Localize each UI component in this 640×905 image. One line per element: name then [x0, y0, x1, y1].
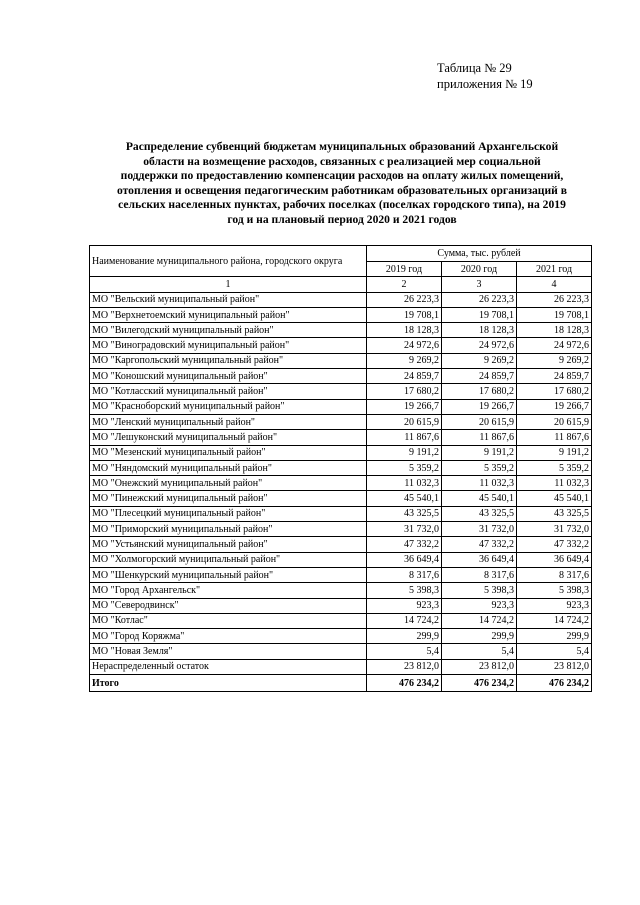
col-header-2019: 2019 год [367, 262, 442, 277]
row-name: МО "Устьянский муниципальный район" [90, 537, 367, 552]
row-value-2021: 8 317,6 [517, 567, 592, 582]
row-value-2019: 19 266,7 [367, 399, 442, 414]
annex-number: приложения № 19 [437, 77, 533, 91]
table-row [90, 323, 592, 338]
row-name: МО "Новая Земля" [90, 644, 367, 659]
row-name: МО "Пинежский муниципальный район" [90, 491, 367, 506]
distribution-table [89, 245, 592, 692]
row-name: МО "Приморский муниципальный район" [90, 522, 367, 537]
row-value-2020: 24 859,7 [442, 369, 517, 384]
table-row [90, 476, 592, 491]
row-name: МО "Ленский муниципальный район" [90, 414, 367, 429]
row-value-2020: 43 325,5 [442, 506, 517, 521]
row-value-2019: 43 325,5 [367, 506, 442, 521]
row-value-2021: 5 359,2 [517, 460, 592, 475]
title-line: год и на плановый период 2020 и 2021 годов [227, 212, 457, 226]
row-value-2021: 19 708,1 [517, 307, 592, 322]
row-value-2020: 24 972,6 [442, 338, 517, 353]
row-value-2021: 31 732,0 [517, 522, 592, 537]
row-value-2021: 5 398,3 [517, 583, 592, 598]
title-line: отопления и освещения педагогическим работникам образовательных организаций в [116, 183, 568, 197]
row-value-2019: 20 615,9 [367, 414, 442, 429]
table-row [90, 414, 592, 429]
header-row [90, 246, 592, 262]
table-row [90, 384, 592, 399]
row-name: МО "Онежский муниципальный район" [90, 476, 367, 491]
row-value-2019: 17 680,2 [367, 384, 442, 399]
total-label: Итого [90, 675, 367, 692]
row-name: МО "Верхнетоемский муниципальный район" [90, 307, 367, 322]
row-name: МО "Плесецкий муниципальный район" [90, 506, 367, 521]
row-value-2021: 36 649,4 [517, 552, 592, 567]
row-value-2021: 9 191,2 [517, 445, 592, 460]
table-row [90, 353, 592, 368]
table-row [90, 292, 592, 307]
row-value-2021: 19 266,7 [517, 399, 592, 414]
document-title [92, 140, 592, 228]
row-value-2019: 31 732,0 [367, 522, 442, 537]
row-name: МО "Котлас" [90, 613, 367, 628]
table-row [90, 430, 592, 445]
row-value-2021: 23 812,0 [517, 659, 592, 674]
title-line: сельских населенных пунктах, рабочих поселках (поселках городского типа), на 2019 [118, 198, 566, 212]
table-row [90, 644, 592, 659]
row-name: МО "Каргопольский муниципальный район" [90, 353, 367, 368]
row-name: МО "Холмогорский муниципальный район" [90, 552, 367, 567]
row-value-2021: 47 332,2 [517, 537, 592, 552]
row-name: МО "Красноборский муниципальный район" [90, 399, 367, 414]
row-value-2020: 9 269,2 [442, 353, 517, 368]
row-name: Нераспределенный остаток [90, 659, 367, 674]
row-value-2020: 9 191,2 [442, 445, 517, 460]
row-value-2019: 923,3 [367, 598, 442, 613]
row-name: МО "Вилегодский муниципальный район" [90, 323, 367, 338]
row-name: МО "Котласский муниципальный район" [90, 384, 367, 399]
col-number: 4 [517, 277, 592, 292]
table-row [90, 369, 592, 384]
table-row [90, 445, 592, 460]
table-row [90, 567, 592, 582]
row-value-2020: 11 867,6 [442, 430, 517, 445]
table-row [90, 659, 592, 674]
row-value-2019: 24 859,7 [367, 369, 442, 384]
table-number: Таблица № 29 [437, 61, 512, 75]
col-header-sum: Сумма, тыс. рублей [367, 246, 592, 262]
table-body [90, 292, 592, 674]
row-name: МО "Няндомский муниципальный район" [90, 460, 367, 475]
row-value-2020: 5 359,2 [442, 460, 517, 475]
total-row [90, 675, 592, 692]
table-row [90, 506, 592, 521]
row-value-2020: 19 266,7 [442, 399, 517, 414]
row-value-2019: 299,9 [367, 629, 442, 644]
total-2019: 476 234,2 [367, 675, 442, 692]
row-value-2021: 24 972,6 [517, 338, 592, 353]
row-value-2021: 20 615,9 [517, 414, 592, 429]
row-value-2019: 5 398,3 [367, 583, 442, 598]
row-name: МО "Город Коряжма" [90, 629, 367, 644]
row-name: МО "Коношский муниципальный район" [90, 369, 367, 384]
row-value-2019: 5,4 [367, 644, 442, 659]
row-value-2021: 9 269,2 [517, 353, 592, 368]
row-value-2020: 36 649,4 [442, 552, 517, 567]
total-2020: 476 234,2 [442, 675, 517, 692]
row-value-2020: 47 332,2 [442, 537, 517, 552]
row-value-2020: 299,9 [442, 629, 517, 644]
row-name: МО "Мезенский муниципальный район" [90, 445, 367, 460]
row-value-2021: 43 325,5 [517, 506, 592, 521]
row-name: МО "Вельский муниципальный район" [90, 292, 367, 307]
row-value-2020: 11 032,3 [442, 476, 517, 491]
row-value-2021: 45 540,1 [517, 491, 592, 506]
table-row [90, 522, 592, 537]
row-value-2021: 18 128,3 [517, 323, 592, 338]
annex-reference [437, 60, 533, 92]
col-number: 3 [442, 277, 517, 292]
row-value-2019: 14 724,2 [367, 613, 442, 628]
column-number-row [90, 277, 592, 292]
table-row [90, 613, 592, 628]
row-value-2019: 19 708,1 [367, 307, 442, 322]
row-name: МО "Лешуконский муниципальный район" [90, 430, 367, 445]
col-number: 2 [367, 277, 442, 292]
row-value-2021: 26 223,3 [517, 292, 592, 307]
row-value-2020: 45 540,1 [442, 491, 517, 506]
row-value-2019: 5 359,2 [367, 460, 442, 475]
table-row [90, 537, 592, 552]
title-line: Распределение субвенций бюджетам муниципальных образований Архангельской [125, 140, 559, 153]
row-value-2020: 5 398,3 [442, 583, 517, 598]
row-value-2021: 14 724,2 [517, 613, 592, 628]
row-value-2021: 5,4 [517, 644, 592, 659]
row-name: МО "Виноградовский муниципальный район" [90, 338, 367, 353]
col-header-name: Наименование муниципального района, городского округа [90, 246, 367, 277]
row-value-2020: 23 812,0 [442, 659, 517, 674]
row-value-2019: 24 972,6 [367, 338, 442, 353]
row-value-2019: 36 649,4 [367, 552, 442, 567]
row-value-2021: 11 032,3 [517, 476, 592, 491]
row-value-2020: 17 680,2 [442, 384, 517, 399]
table-row [90, 491, 592, 506]
table-row [90, 338, 592, 353]
table-row [90, 307, 592, 322]
row-value-2019: 45 540,1 [367, 491, 442, 506]
title-line: области на возмещение расходов, связанных с реализацией мер социальной [143, 154, 541, 168]
row-name: МО "Шенкурский муниципальный район" [90, 567, 367, 582]
total-2021: 476 234,2 [517, 675, 592, 692]
row-value-2019: 11 032,3 [367, 476, 442, 491]
table-row [90, 598, 592, 613]
row-value-2019: 26 223,3 [367, 292, 442, 307]
table-row [90, 552, 592, 567]
row-value-2021: 17 680,2 [517, 384, 592, 399]
table-row [90, 583, 592, 598]
row-value-2020: 5,4 [442, 644, 517, 659]
row-value-2019: 23 812,0 [367, 659, 442, 674]
col-header-2020: 2020 год [442, 262, 517, 277]
row-value-2021: 11 867,6 [517, 430, 592, 445]
row-value-2019: 11 867,6 [367, 430, 442, 445]
row-value-2021: 299,9 [517, 629, 592, 644]
table-row [90, 399, 592, 414]
row-value-2019: 8 317,6 [367, 567, 442, 582]
row-value-2021: 923,3 [517, 598, 592, 613]
row-name: МО "Город Архангельск" [90, 583, 367, 598]
row-value-2020: 20 615,9 [442, 414, 517, 429]
row-value-2020: 26 223,3 [442, 292, 517, 307]
row-name: МО "Северодвинск" [90, 598, 367, 613]
row-value-2020: 31 732,0 [442, 522, 517, 537]
col-header-2021: 2021 год [517, 262, 592, 277]
row-value-2019: 47 332,2 [367, 537, 442, 552]
row-value-2021: 24 859,7 [517, 369, 592, 384]
table-row [90, 629, 592, 644]
row-value-2019: 18 128,3 [367, 323, 442, 338]
row-value-2020: 18 128,3 [442, 323, 517, 338]
row-value-2020: 8 317,6 [442, 567, 517, 582]
row-value-2019: 9 191,2 [367, 445, 442, 460]
row-value-2020: 923,3 [442, 598, 517, 613]
table-row [90, 460, 592, 475]
col-number: 1 [90, 277, 367, 292]
row-value-2019: 9 269,2 [367, 353, 442, 368]
row-value-2020: 19 708,1 [442, 307, 517, 322]
title-line: поддержки по предоставлению компенсации расходов на оплату жилых помещений, [120, 169, 564, 183]
row-value-2020: 14 724,2 [442, 613, 517, 628]
